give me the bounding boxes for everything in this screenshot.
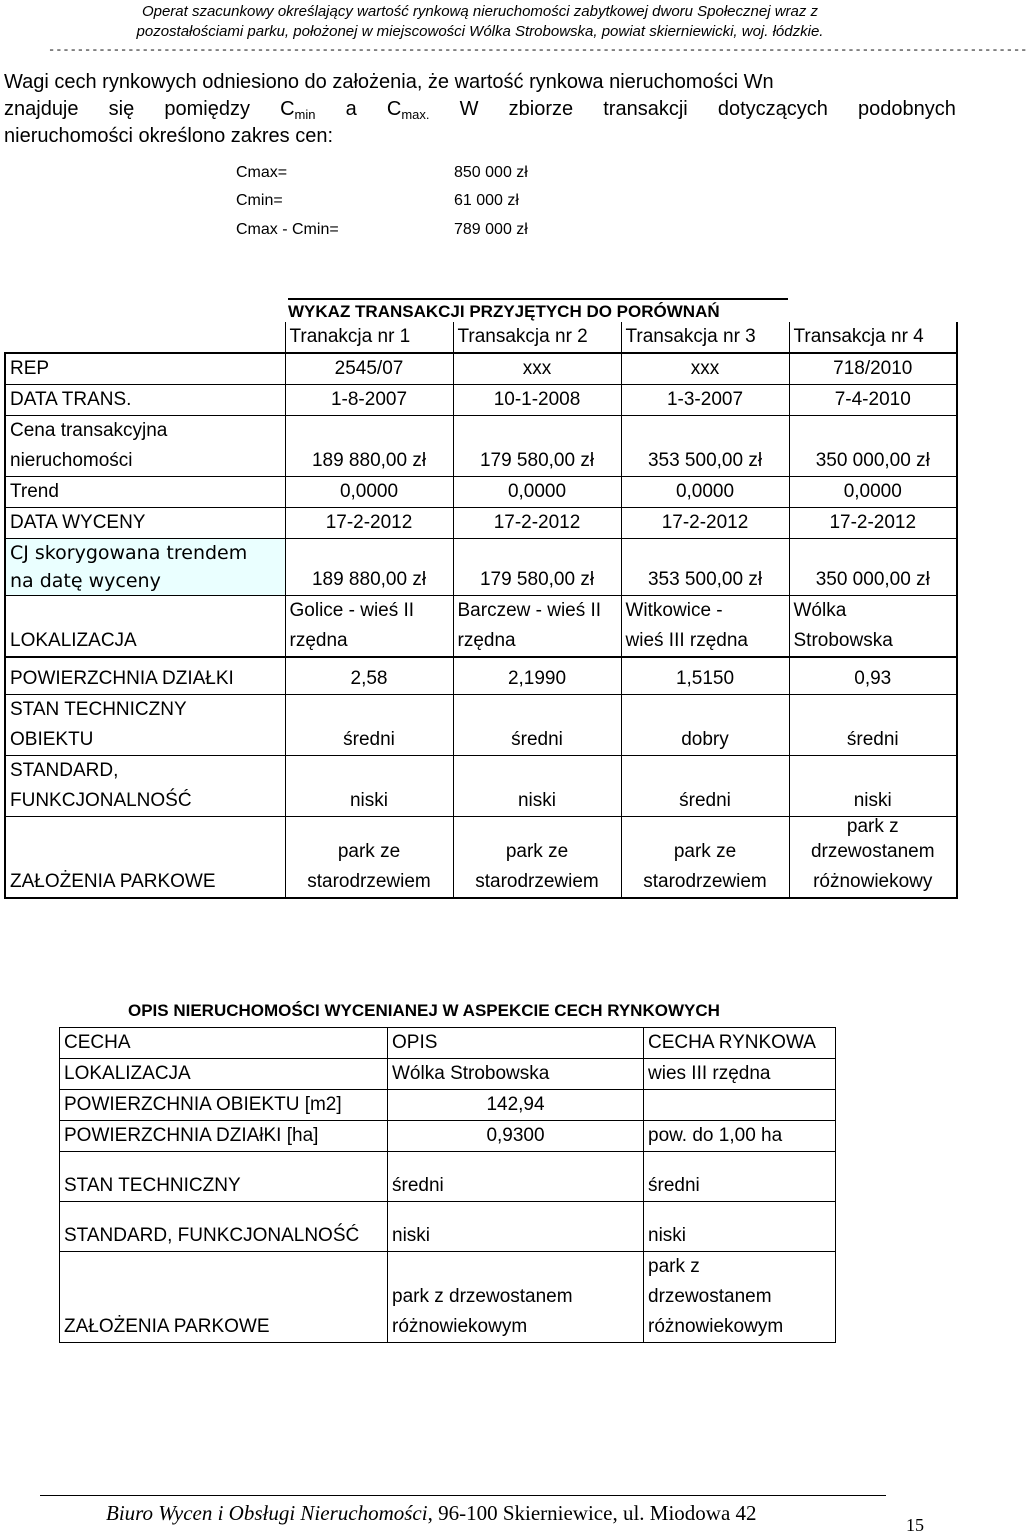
intro-word: podobnych: [858, 98, 956, 120]
table-cell: 1-8-2007: [285, 385, 453, 416]
intro-line-1: Wagi cech rynkowych odniesiono do założenia, że wartość rynkowa nieruchomości Wn: [4, 71, 774, 93]
range-diff-value: 789 000 zł: [454, 221, 528, 238]
table-cell: xxx: [621, 353, 789, 385]
table-row-location: [5, 596, 957, 658]
cmax-value: 850 000 zł: [454, 164, 528, 181]
table-cell: 7-4-2010: [789, 385, 957, 416]
row-label: DATA TRANS.: [5, 385, 285, 416]
table-cell: 350 000,00 zł: [789, 539, 957, 596]
column-header: CECHA: [60, 1028, 388, 1059]
table-cell: park ze starodrzewiem: [453, 817, 621, 899]
transactions-title: WYKAZ TRANSAKCJI PRZYJĘTYCH DO PORÓWNAŃ: [288, 298, 788, 323]
row-label: REP: [5, 353, 285, 385]
table-cell: niski: [453, 756, 621, 817]
table-cell: 0,0000: [285, 477, 453, 508]
table-row: [60, 1059, 836, 1090]
table-row-standard: [5, 756, 957, 817]
table-cell: 1-3-2007: [621, 385, 789, 416]
row-label: Cena transakcyjna nieruchomości: [5, 416, 285, 477]
intro-line-2: [4, 97, 956, 121]
table-cell: niski: [644, 1202, 836, 1252]
row-label: STANDARD, FUNKCJONALNOŚĆ: [5, 756, 285, 817]
table-row: [60, 1152, 836, 1202]
page-number: 15: [906, 1515, 924, 1535]
table-cell: niski: [285, 756, 453, 817]
subject-title: OPIS NIERUCHOMOŚCI WYCENIANEJ W ASPEKCIE CECH RYNKOWYCH: [128, 1001, 720, 1020]
table-cell: 1,5150: [621, 657, 789, 695]
intro-cmax: $C_{max.}$: [386, 98, 430, 122]
table-cell: Golice - wieś II rzędna: [285, 596, 453, 658]
intro-word: znajduje: [4, 98, 79, 120]
table-row-rep: [5, 353, 957, 385]
row-label: Trend: [5, 477, 285, 508]
table-cell: 2,58: [285, 657, 453, 695]
table-cell: średni: [285, 695, 453, 756]
intro-word: dotyczących: [717, 98, 828, 120]
column-header: Transakcja nr 3: [621, 322, 789, 353]
footer-company: Biuro Wycen i Obsługi Nieruchomości, 96-100 Skierniewice, ul. Miodowa 42: [106, 1501, 757, 1525]
cmin-value: 61 000 zł: [454, 192, 519, 209]
table-cell: średni: [388, 1152, 644, 1202]
transactions-table: [4, 322, 958, 899]
table-cell: 17-2-2012: [453, 508, 621, 539]
table-cell: średni: [644, 1152, 836, 1202]
table-row: [60, 1090, 836, 1121]
row-label: CJ skorygowana trendem na datę wyceny: [5, 539, 285, 596]
table-cell: 0,93: [789, 657, 957, 695]
table-row-price: [5, 416, 957, 477]
table-cell: Witkowice - wieś III rzędna: [621, 596, 789, 658]
table-row-date: [5, 385, 957, 416]
table-cell: Wólka Strobowska: [789, 596, 957, 658]
column-header: Transakcja nr 4: [789, 322, 957, 353]
table-cell: 718/2010: [789, 353, 957, 385]
table-cell: 0,0000: [789, 477, 957, 508]
subject-table: [59, 1027, 836, 1343]
table-header-row: [60, 1028, 836, 1059]
table-cell: 179 580,00 zł: [453, 539, 621, 596]
table-cell: 189 880,00 zł: [285, 416, 453, 477]
table-row-trend: [5, 477, 957, 508]
row-label: LOKALIZACJA: [5, 596, 285, 658]
table-cell: średni: [453, 695, 621, 756]
table-cell: 142,94: [388, 1090, 644, 1121]
footer-divider: [40, 1495, 886, 1496]
table-row: [60, 1202, 836, 1252]
column-header: CECHA RYNKOWA: [644, 1028, 836, 1059]
cmin-label: Cmin=: [236, 192, 283, 209]
table-cell: park z drzewostanem różnowiekowym: [388, 1252, 644, 1343]
table-row-park: [5, 817, 957, 899]
intro-word: W: [459, 98, 479, 120]
intro-word: pomiędzy: [164, 98, 250, 120]
range-diff-label: Cmax - Cmin=: [236, 221, 339, 238]
table-header-row: [5, 322, 957, 353]
table-cell: średni: [621, 756, 789, 817]
table-cell: park ze starodrzewiem: [285, 817, 453, 899]
table-cell: Barczew - wieś II rzędna: [453, 596, 621, 658]
column-header: Transakcja nr 2: [453, 322, 621, 353]
table-cell: 17-2-2012: [789, 508, 957, 539]
table-row-plot-area: [5, 657, 957, 695]
table-cell: 0,9300: [388, 1121, 644, 1152]
column-header: OPIS: [388, 1028, 644, 1059]
table-cell: pow. do 1,00 ha: [644, 1121, 836, 1152]
row-label: ZAŁOŻENIA PARKOWE: [5, 817, 285, 899]
table-cell: 179 580,00 zł: [453, 416, 621, 477]
table-cell: STANDARD, FUNKCJONALNOŚĆ: [60, 1202, 388, 1252]
table-cell: park ze starodrzewiem: [621, 817, 789, 899]
table-cell: park z drzewostanem różnowiekowy: [789, 817, 957, 899]
intro-word: się: [108, 98, 135, 120]
table-cell: 17-2-2012: [285, 508, 453, 539]
table-cell: STAN TECHNICZNY: [60, 1152, 388, 1202]
table-cell: LOKALIZACJA: [60, 1059, 388, 1090]
table-cell: 0,0000: [621, 477, 789, 508]
table-cell: ZAŁOŻENIA PARKOWE: [60, 1252, 388, 1343]
table-cell: 17-2-2012: [621, 508, 789, 539]
table-row: [60, 1121, 836, 1152]
intro-line-3: nieruchomości określono zakres cen:: [4, 125, 334, 147]
header-line-1: Operat szacunkowy określający wartość rynkową nieruchomości zabytkowej dworu Społecznej wraz z: [141, 3, 819, 20]
table-cell: 189 880,00 zł: [285, 539, 453, 596]
table-cell: średni: [789, 695, 957, 756]
table-row: [60, 1252, 836, 1343]
table-cell: 2545/07: [285, 353, 453, 385]
table-cell: 0,0000: [453, 477, 621, 508]
table-cell: 2,1990: [453, 657, 621, 695]
table-cell: [644, 1090, 836, 1121]
intro-word: transakcji: [603, 98, 688, 120]
intro-cmin: $C_{min}$: [280, 98, 316, 122]
table-row-valuation-date: [5, 508, 957, 539]
intro-word: a: [345, 98, 357, 120]
table-cell: 353 500,00 zł: [621, 539, 789, 596]
table-cell: park z drzewostanem różnowiekowym: [644, 1252, 836, 1343]
row-label: POWIERZCHNIA DZIAŁKI: [5, 657, 285, 695]
table-cell: niski: [388, 1202, 644, 1252]
intro-word: zbiorze: [508, 98, 574, 120]
header-line-2: pozostałościami parku, położonej w miejscowości Wólka Strobowska, powiat skierniewicki, woj. łódzkie.: [136, 23, 824, 40]
table-cell: 353 500,00 zł: [621, 416, 789, 477]
table-row-tech-state: [5, 695, 957, 756]
row-label: DATA WYCENY: [5, 508, 285, 539]
table-cell: dobry: [621, 695, 789, 756]
table-row-adjusted-price: [5, 539, 957, 596]
table-cell: xxx: [453, 353, 621, 385]
column-header: Tranakcja nr 1: [285, 322, 453, 353]
cmax-label: Cmax=: [236, 164, 288, 181]
table-cell: Wólka Strobowska: [388, 1059, 644, 1090]
table-cell: 350 000,00 zł: [789, 416, 957, 477]
table-cell: niski: [789, 756, 957, 817]
table-cell: POWIERZCHNIA OBIEKTU [m2]: [60, 1090, 388, 1121]
header-divider: ----------------------------------------------------------------------------------------------------------------------------------------: [48, 43, 1027, 57]
table-cell: 10-1-2008: [453, 385, 621, 416]
table-cell: POWIERZCHNIA DZIAłKI [ha]: [60, 1121, 388, 1152]
row-label: STAN TECHNICZNY OBIEKTU: [5, 695, 285, 756]
table-cell: wies III rzędna: [644, 1059, 836, 1090]
